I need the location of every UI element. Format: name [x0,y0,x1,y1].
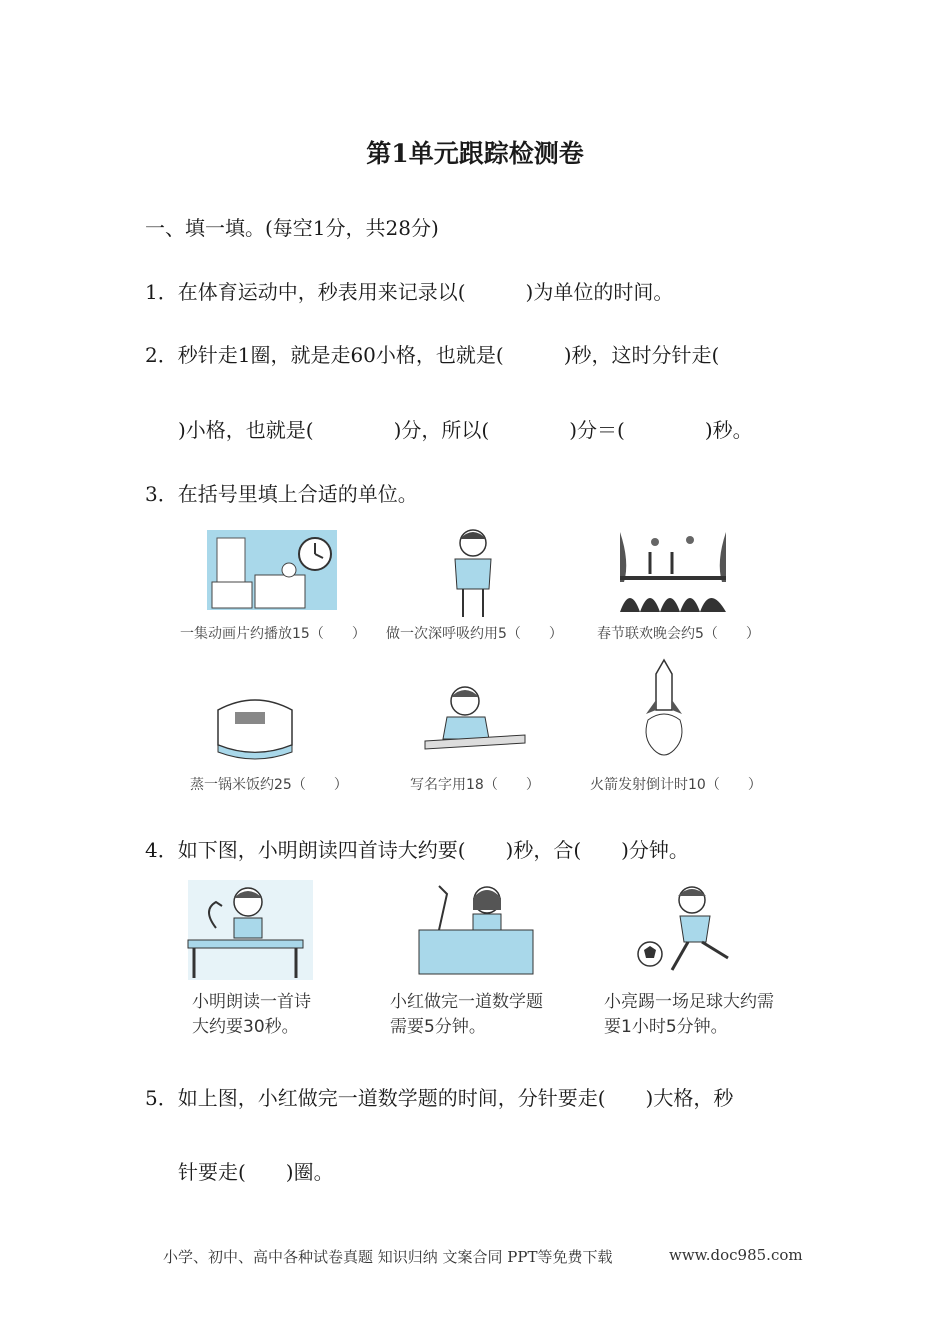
writing-boy-illustration [425,683,525,749]
boy-reading-illustration [188,880,313,980]
boy-playing-football-illustration [632,880,742,980]
spring-festival-gala-illustration [620,532,726,612]
section-heading: 一、填一填。(每空1分，共28分) [145,216,439,240]
girl-doing-homework-illustration [417,880,537,976]
rice-cooker-illustration [210,690,300,760]
rocket-illustration [640,660,688,760]
q3-caption-3: 春节联欢晚会约5（ ） [597,626,760,642]
footer-link[interactable]: www.doc985.com [669,1246,803,1264]
page-title: 第1单元跟踪检测卷 [366,139,584,168]
footer-text: 小学、初中、高中各种试卷真题 知识归纳 文案合同 PPT等免费下载 [163,1248,613,1266]
q3-caption-6: 火箭发射倒计时10（ ） [590,777,762,793]
living-room-clock-illustration [207,530,337,610]
question-3: 3．在括号里填上合适的单位。 [145,482,418,506]
q4-caption-3: 小亮踢一场足球大约需要1小时5分钟。 [604,992,774,1037]
question-4: 4．如下图，小明朗读四首诗大约要( )秒，合( )分钟。 [145,838,689,862]
q4-caption-1: 小明朗读一首诗大约要30秒。 [192,992,311,1037]
question-1: 1．在体育运动中，秒表用来记录以( )为单位的时间。 [145,280,674,304]
breathing-boy-illustration [445,527,505,619]
question-5-line-1: 5．如上图，小红做完一道数学题的时间，分针要走( )大格，秒 [145,1086,734,1110]
question-2-line-1: 2．秒针走1圈，就是走60小格，也就是( )秒，这时分针走( [145,343,720,367]
q3-caption-4: 蒸一锅米饭约25（ ） [190,777,348,793]
q4-caption-2: 小红做完一道数学题需要5分钟。 [390,992,543,1037]
question-5-line-2: 针要走( )圈。 [178,1160,334,1184]
q3-caption-2: 做一次深呼吸约用5（ ） [386,626,563,642]
question-2-line-2: )小格，也就是( )分，所以( )分＝( )秒。 [178,418,753,442]
q3-caption-5: 写名字用18（ ） [410,777,540,793]
q3-caption-1: 一集动画片约播放15（ ） [180,626,366,642]
